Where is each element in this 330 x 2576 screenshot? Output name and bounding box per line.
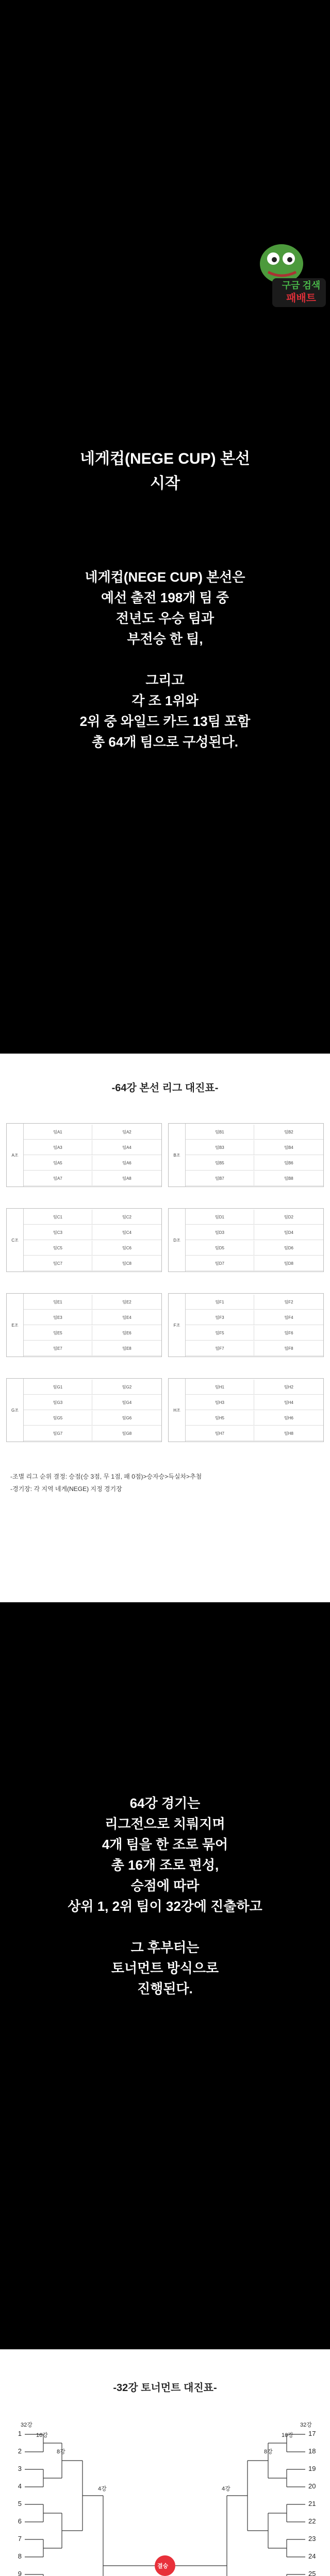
group-cell: 팀E2 xyxy=(92,1295,161,1310)
seed-right: 25 xyxy=(308,2570,316,2576)
seed-left: 6 xyxy=(18,2517,22,2525)
seed-left: 5 xyxy=(18,2500,22,2507)
seed-left: 1 xyxy=(18,2430,22,2437)
group-cell: 팀E5 xyxy=(24,1326,92,1341)
group-cell: 팀A4 xyxy=(92,1140,161,1155)
group-cell: 팀H6 xyxy=(254,1411,323,1426)
group-box xyxy=(6,1208,162,1272)
group-cell: 팀B5 xyxy=(186,1156,254,1171)
group-cell: 팀E3 xyxy=(24,1310,92,1325)
text-line: 그 후부터는 xyxy=(130,1940,200,1955)
text-line: 진행된다. xyxy=(137,1981,193,1996)
group-cell: 팀G6 xyxy=(92,1411,161,1426)
group-cell: 팀A5 xyxy=(24,1156,92,1171)
league-panel xyxy=(0,1054,330,1602)
group-cell: 팀G5 xyxy=(24,1411,92,1426)
group-name: A조 xyxy=(7,1124,24,1187)
group-cell: 팀E1 xyxy=(24,1295,92,1310)
group-name: E조 xyxy=(7,1294,24,1357)
round-label: 4강 xyxy=(222,2486,230,2492)
text-line: 총 16개 조로 편성, xyxy=(111,1857,219,1873)
group-cell: 팀G1 xyxy=(24,1380,92,1395)
group-cell: 팀C6 xyxy=(92,1241,161,1256)
group-cell: 팀A2 xyxy=(92,1125,161,1140)
intro-title-2: 시작 xyxy=(150,475,180,492)
text-line: 토너먼트 방식으로 xyxy=(111,1960,219,1976)
group-cell: 팀G2 xyxy=(92,1380,161,1395)
group-cell: 팀G4 xyxy=(92,1395,161,1410)
bracket-lines xyxy=(0,2349,330,2576)
group-cell: 팀F5 xyxy=(186,1326,254,1341)
group-cell: 팀B1 xyxy=(186,1125,254,1140)
group-cell: 팀F2 xyxy=(254,1295,323,1310)
text-line: 리그전으로 치뤄지며 xyxy=(105,1816,225,1832)
group-cell: 팀A3 xyxy=(24,1140,92,1155)
group-box xyxy=(6,1378,162,1442)
group-cell: 팀G7 xyxy=(24,1426,92,1441)
text-line: 예선 출전 198개 팀 중 xyxy=(101,590,229,605)
group-cell: 팀H7 xyxy=(186,1426,254,1441)
seed-right: 19 xyxy=(308,2465,316,2472)
round-label: 32강 xyxy=(300,2422,312,2428)
group-cell: 팀G8 xyxy=(92,1426,161,1441)
group-name: F조 xyxy=(169,1294,186,1357)
seed-left: 8 xyxy=(18,2552,22,2560)
round-label: 16강 xyxy=(282,2432,293,2438)
seed-left: 4 xyxy=(18,2482,22,2490)
group-cell: 팀D1 xyxy=(186,1210,254,1225)
text-line: 그리고 xyxy=(145,672,185,688)
group-box xyxy=(168,1293,324,1357)
group-cell: 팀D4 xyxy=(254,1225,323,1240)
group-cell: 팀D6 xyxy=(254,1241,323,1256)
group-cell: 팀F7 xyxy=(186,1341,254,1356)
text-line: 총 64개 팀으로 구성된다. xyxy=(92,734,238,750)
group-cell: 팀G3 xyxy=(24,1395,92,1410)
group-cell: 팀F4 xyxy=(254,1310,323,1325)
group-cell: 팀F6 xyxy=(254,1326,323,1341)
seed-left: 7 xyxy=(18,2535,22,2543)
group-cell: 팀H3 xyxy=(186,1395,254,1410)
group-cell: 팀C8 xyxy=(92,1256,161,1271)
league-title: -64강 본선 리그 대진표- xyxy=(111,1082,219,1094)
group-box xyxy=(168,1378,324,1442)
group-box xyxy=(6,1123,162,1187)
intro-title-1: 네게컵(NEGE CUP) 본선 xyxy=(80,450,250,467)
group-cell: 팀C7 xyxy=(24,1256,92,1271)
group-cell: 팀H1 xyxy=(186,1380,254,1395)
group-cell: 팀A1 xyxy=(24,1125,92,1140)
round-label: 16강 xyxy=(36,2432,48,2438)
group-cell: 팀D7 xyxy=(186,1256,254,1271)
group-cell: 팀C4 xyxy=(92,1225,161,1240)
group-box xyxy=(6,1293,162,1357)
group-cell: 팀C2 xyxy=(92,1210,161,1225)
group-name: G조 xyxy=(7,1379,24,1442)
round-label: 32강 xyxy=(21,2422,32,2428)
seed-left: 9 xyxy=(18,2570,22,2576)
seed-right: 24 xyxy=(308,2552,316,2560)
group-name: C조 xyxy=(7,1209,24,1272)
text-line: 상위 1, 2위 팀이 32강에 진출하고 xyxy=(68,1899,262,1914)
group-cell: 팀B6 xyxy=(254,1156,323,1171)
seed-right: 18 xyxy=(308,2447,316,2455)
round-label: 8강 xyxy=(57,2449,65,2455)
group-cell: 팀H5 xyxy=(186,1411,254,1426)
group-cell: 팀D2 xyxy=(254,1210,323,1225)
group-cell: 팀F8 xyxy=(254,1341,323,1356)
group-cell: 팀A7 xyxy=(24,1171,92,1186)
group-cell: 팀C3 xyxy=(24,1225,92,1240)
group-cell: 팀E7 xyxy=(24,1341,92,1356)
text-line: 4개 팀을 한 조로 묶어 xyxy=(102,1837,228,1852)
text-line: 전년도 우승 팀과 xyxy=(116,611,214,626)
group-cell: 팀C5 xyxy=(24,1241,92,1256)
seed-right: 17 xyxy=(308,2430,316,2437)
seed-right: 23 xyxy=(308,2535,316,2543)
group-cell: 팀H4 xyxy=(254,1395,323,1410)
group-name: B조 xyxy=(169,1124,186,1187)
tournament-title: -32강 토너먼트 대진표- xyxy=(113,2382,217,2394)
group-cell: 팀F3 xyxy=(186,1310,254,1325)
group-box xyxy=(168,1208,324,1272)
text-line: 각 조 1위와 xyxy=(131,693,199,708)
group-box xyxy=(168,1123,324,1187)
group-cell: 팀B4 xyxy=(254,1140,323,1155)
round-label: 4강 xyxy=(98,2486,107,2492)
group-name: H조 xyxy=(169,1379,186,1442)
tournament-panel xyxy=(0,2349,330,2576)
seed-left: 2 xyxy=(18,2447,22,2455)
group-cell: 팀D5 xyxy=(186,1241,254,1256)
text-line: 부전승 한 팀, xyxy=(127,631,203,647)
text-line: 네게컵(NEGE CUP) 본선은 xyxy=(85,569,245,585)
seed-left: 3 xyxy=(18,2465,22,2472)
group-cell: 팀C1 xyxy=(24,1210,92,1225)
group-cell: 팀B2 xyxy=(254,1125,323,1140)
text-line: 2위 중 와일드 카드 13팀 포함 xyxy=(79,714,251,729)
group-cell: 팀A8 xyxy=(92,1171,161,1186)
league-note: -조별 리그 순위 결정: 승점(승 3점, 무 1점, 패 0점)>승자승>득실차>추첨 xyxy=(10,1473,202,1480)
seed-right: 21 xyxy=(308,2500,316,2507)
group-cell: 팀E4 xyxy=(92,1310,161,1325)
text-line: 64강 경기는 xyxy=(129,1795,201,1811)
text-line: 승점에 따라 xyxy=(130,1878,200,1893)
league-note: -경기장: 각 지역 네게(NEGE) 지정 경기장 xyxy=(10,1485,122,1493)
group-cell: 팀B7 xyxy=(186,1171,254,1186)
logo-text-2: 패배트 xyxy=(286,293,316,304)
round-label: 8강 xyxy=(264,2449,273,2455)
group-name: D조 xyxy=(169,1209,186,1272)
final-label: 결승 xyxy=(157,2563,169,2569)
group-cell: 팀B8 xyxy=(254,1171,323,1186)
group-cell: 팀D3 xyxy=(186,1225,254,1240)
seed-right: 20 xyxy=(308,2482,316,2490)
group-cell: 팀A6 xyxy=(92,1156,161,1171)
group-cell: 팀D8 xyxy=(254,1256,323,1271)
group-cell: 팀E6 xyxy=(92,1326,161,1341)
group-cell: 팀H8 xyxy=(254,1426,323,1441)
group-cell: 팀E8 xyxy=(92,1341,161,1356)
group-cell: 팀B3 xyxy=(186,1140,254,1155)
seed-right: 22 xyxy=(308,2517,316,2525)
group-cell: 팀H2 xyxy=(254,1380,323,1395)
group-cell: 팀F1 xyxy=(186,1295,254,1310)
logo-top xyxy=(257,242,328,309)
logo-text-1: 구금 검색 xyxy=(282,280,321,291)
